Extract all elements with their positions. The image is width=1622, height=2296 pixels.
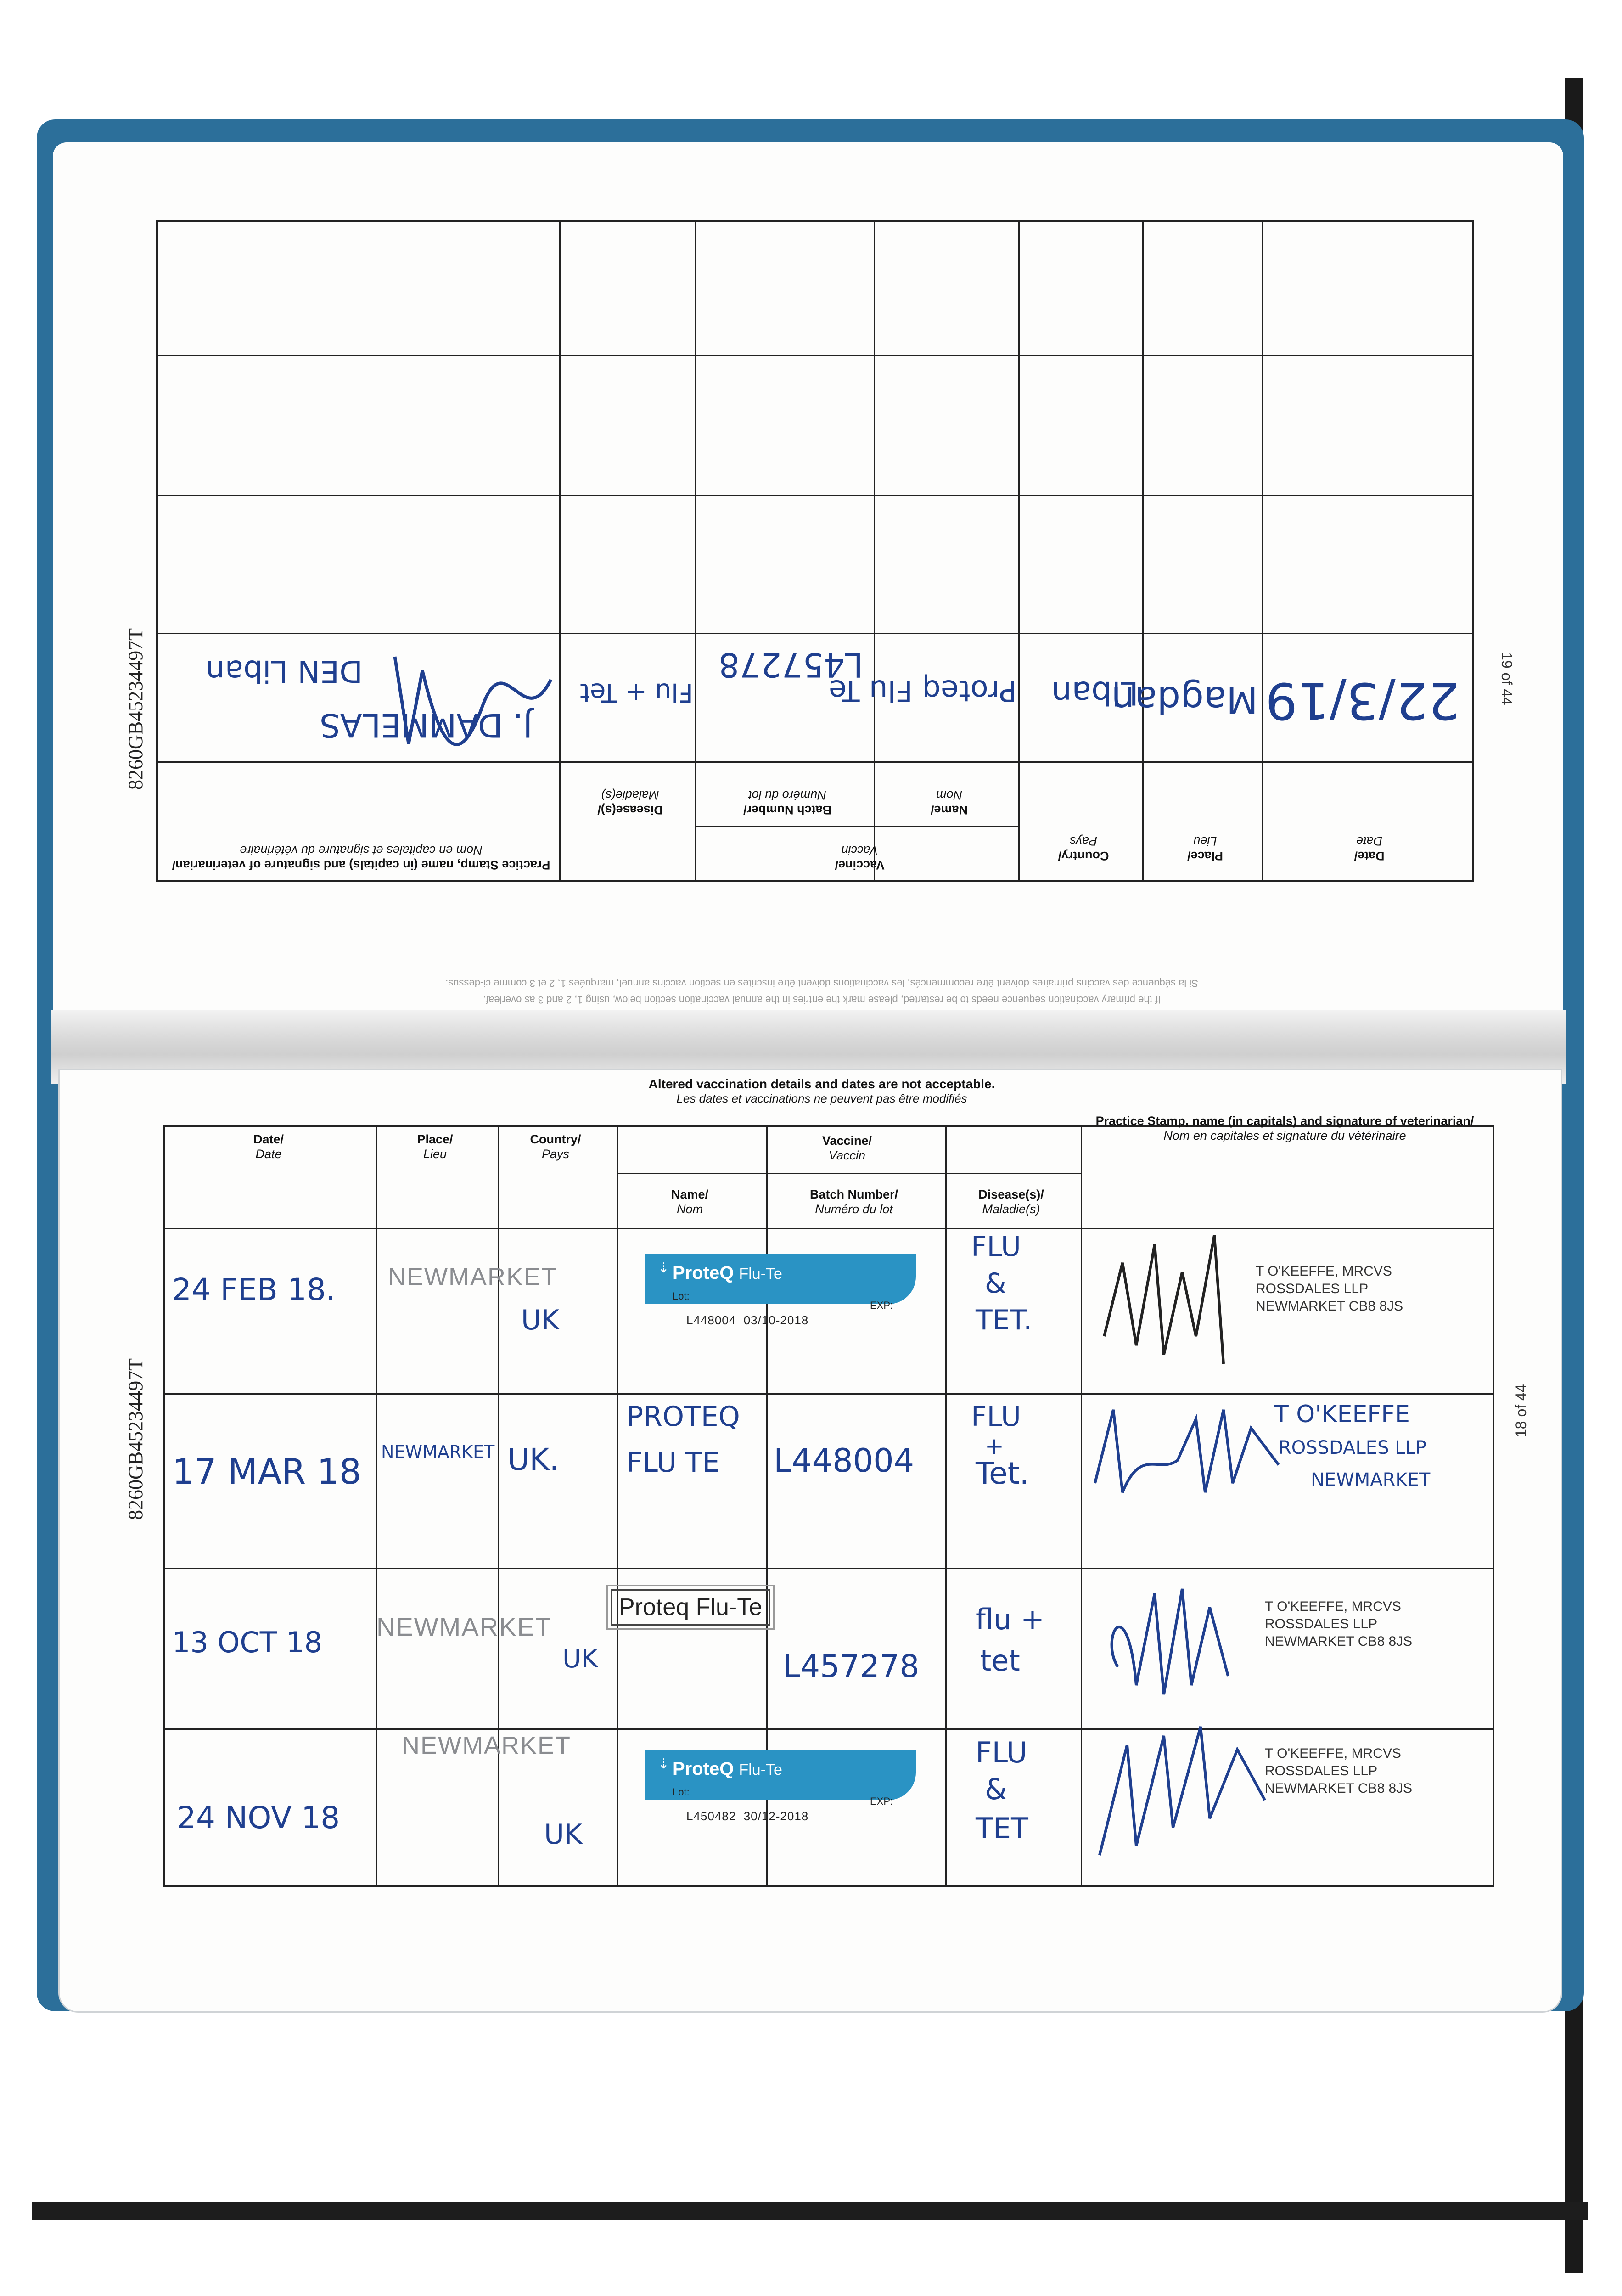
- header-date: Date/ Date: [253, 1132, 284, 1161]
- page-number-19: 19 of 44: [1499, 652, 1515, 705]
- row4-vet-signature: [1086, 1708, 1279, 1874]
- row3-vet-stamp: T O'KEEFFE, MRCVS ROSSDALES LLP NEWMARKET CB8 8JS: [1265, 1599, 1413, 1649]
- top-header-name: Name/ Nom: [930, 788, 968, 817]
- header-country: Country/ Pays: [530, 1132, 581, 1161]
- header-place: Place/ Lieu: [417, 1132, 453, 1161]
- header-disease: Disease(s)/ Maladie(s): [978, 1187, 1044, 1216]
- row2-name-1: PROTEQ: [627, 1401, 740, 1433]
- row1-place-stamp: NEWMARKET: [388, 1263, 557, 1291]
- row3-country: UK: [562, 1644, 598, 1674]
- top-entry-date: 22/3/19: [1265, 671, 1460, 730]
- top-entry-batch: L457278: [718, 646, 863, 684]
- row1-disease-2: &: [985, 1267, 1006, 1300]
- drop-icon: ⇣: [658, 1756, 670, 1772]
- top-entry-country: Liban: [1051, 674, 1139, 712]
- top-header-country: Country/ Pays: [1058, 834, 1109, 863]
- top-entry-vet-name: J. DAMMELAS: [320, 706, 533, 744]
- top-header-disease: Disease(s)/ Maladie(s): [597, 788, 663, 817]
- row1-date: 24 FEB 18.: [172, 1272, 336, 1307]
- row2-disease-3: Tet.: [976, 1456, 1029, 1491]
- row2-disease-1: FLU: [971, 1401, 1021, 1433]
- row2-date: 17 MAR 18: [172, 1451, 362, 1492]
- top-header-date: Date/ Date: [1354, 834, 1385, 863]
- row2-vet-practice: ROSSDALES LLP: [1279, 1437, 1426, 1458]
- header-batch: Batch Number/ Numéro du lot: [809, 1187, 898, 1216]
- row3-place-stamp: NEWMARKET: [376, 1612, 552, 1641]
- row3-disease-2: tet: [980, 1644, 1020, 1677]
- row4-date: 24 NOV 18: [177, 1800, 340, 1835]
- row2-place: NEWMARKET: [381, 1442, 495, 1462]
- bottom-vaccination-table: [163, 1102, 1494, 1887]
- passport-id-bottom: 8260GB45234497T: [124, 1358, 147, 1520]
- top-instruction-fr: Si la séquence des vaccins primaires doivent être recommencés, les vaccinations doivent être inscrites en section vaccins annuel, marquées 1, 2 et 3 comme ci-dessus.: [445, 978, 1198, 989]
- row1-country: UK: [521, 1304, 560, 1336]
- top-entry-place: Magdan: [1111, 678, 1258, 721]
- row2-disease-2: +: [985, 1433, 1004, 1459]
- row4-vaccine-label: ⇣ ProteQ Flu-Te Lot: EXP: L450482 30/12-2018: [645, 1745, 916, 1832]
- header-vaccine: Vaccine/ Vaccin: [822, 1134, 872, 1162]
- row2-vet-signature: [1086, 1391, 1292, 1511]
- passport-id-top: 8260GB45234497T: [124, 628, 147, 790]
- row3-date: 13 OCT 18: [172, 1626, 323, 1659]
- top-instruction-en: If the primary vaccination sequence needs to be restarted, please mark the entries in the annual vaccination section below, using 1, 2 and 3 as overleaf.: [483, 994, 1161, 1006]
- row4-disease-1: FLU: [976, 1736, 1027, 1769]
- top-header-place: Place/ Lieu: [1187, 834, 1224, 863]
- row1-vaccine-label: ⇣ ProteQ Flu-Te Lot: EXP: L448004 03/10-2018: [645, 1249, 916, 1336]
- row4-country: UK: [544, 1818, 583, 1851]
- top-vet-signature: [340, 634, 560, 762]
- row3-batch: L457278: [783, 1649, 920, 1685]
- row3-vaccine-name-stamp: Proteq Flu-Te: [611, 1589, 770, 1626]
- row1-vet-stamp: T O'KEEFFE, MRCVS ROSSDALES LLP NEWMARKET CB8 8JS: [1256, 1264, 1403, 1314]
- page-number-18: 18 of 44: [1513, 1384, 1529, 1437]
- row1-disease-1: FLU: [971, 1231, 1021, 1263]
- top-header-vet: Practice Stamp, name (in capitals) and signature of veterinarian/ Nom en capitales et signature du vétérinaire: [172, 844, 550, 872]
- row2-country: UK.: [507, 1442, 559, 1477]
- row3-vet-signature: [1090, 1566, 1246, 1713]
- row4-place-stamp: NEWMARKET: [402, 1732, 571, 1759]
- row4-disease-3: TET: [976, 1812, 1028, 1845]
- row1-disease-3: TET.: [976, 1304, 1033, 1336]
- top-header-vaccine: Vaccine/ Vaccin: [835, 844, 885, 872]
- top-vaccination-table: [156, 220, 1474, 882]
- scan-edge-bottom: [32, 2202, 1588, 2220]
- row3-disease-1: flu +: [976, 1603, 1045, 1636]
- header-name: Name/ Nom: [671, 1187, 709, 1216]
- top-entry-vaccine-name: Proteq Flu Te: [828, 673, 1017, 707]
- altered-notice: Altered vaccination details and dates are not acceptable. Les dates et vaccinations ne peuvent pas être modifiés: [648, 1077, 995, 1105]
- header-vet: Practice Stamp, name (in capitals) and signature of veterinarian/ Nom en capitales et signature du vétérinaire: [1095, 1114, 1474, 1142]
- top-entry-vet-note: DEN Liban: [205, 653, 363, 689]
- row2-batch: L448004: [774, 1442, 915, 1480]
- top-header-batch: Batch Number/ Numéro du lot: [743, 788, 832, 817]
- row2-vet-town: NEWMARKET: [1311, 1469, 1431, 1491]
- row2-name-2: FLU TE: [627, 1446, 720, 1479]
- top-entry-disease: Flu + Tet: [580, 677, 693, 707]
- top-instructions: [257, 914, 1386, 1006]
- row4-disease-2: &: [985, 1773, 1007, 1806]
- drop-icon: ⇣: [658, 1261, 670, 1276]
- row1-vet-signature: [1086, 1208, 1251, 1373]
- row4-vet-stamp: T O'KEEFFE, MRCVS ROSSDALES LLP NEWMARKET CB8 8JS: [1265, 1746, 1413, 1796]
- row2-vet-name: T O'KEEFFE: [1274, 1401, 1410, 1428]
